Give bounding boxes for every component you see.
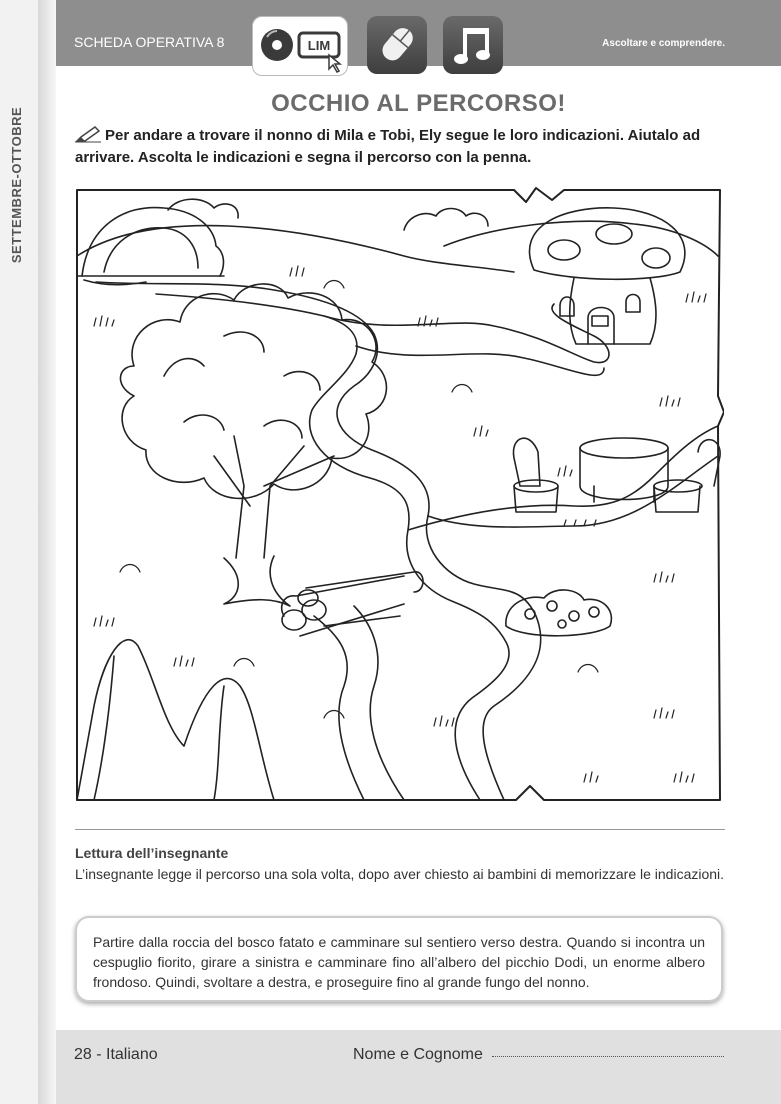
hill-right <box>444 221 718 256</box>
path-map-illustration <box>74 186 724 804</box>
teacher-reading-title: Lettura dell’insegnante <box>75 845 229 861</box>
cd-lim-icon[interactable] <box>252 16 348 76</box>
fairy-forest-rock <box>78 199 238 285</box>
name-field[interactable] <box>492 1056 724 1057</box>
bush-back <box>404 209 488 231</box>
mountains <box>77 640 274 800</box>
footer-bar <box>56 1030 781 1104</box>
sheet-title: SCHEDA OPERATIVA 8 <box>74 34 225 50</box>
side-label-text: SETTEMBRE-OTTOBRE <box>9 106 24 264</box>
logs <box>282 572 423 636</box>
lim-label: LIM <box>307 38 331 53</box>
pencil-icon <box>75 125 101 143</box>
teacher-reading-text: L’insegnante legge il percorso una sola volta, dopo aver chiesto ai bambini di memorizzare le indicazioni. <box>75 866 725 882</box>
page-title: OCCHIO AL PERCORSO! <box>271 90 566 117</box>
path <box>96 282 718 800</box>
hill-left <box>77 226 514 272</box>
reading-box-text: Partire dalla roccia del bosco fatato e camminare sul sentiero verso destra. Quando si incontra un cespuglio fiorito, girare a sinistra e camminare fino all’albero del picchio Dodi, un enorme albero frondoso. Quindi, svoltare a destra, e proseguire fino al grande fungo del nonno. <box>93 934 705 990</box>
instruction-text: Per andare a trovare il nonno di Mila e Tobi, Ely segue le loro indicazioni. Aiutalo ad arrivare. Ascolta le indicazioni e segna il percorso con la penna. <box>75 127 701 166</box>
side-label <box>6 100 28 270</box>
section-divider <box>75 829 725 830</box>
reading-box <box>75 916 723 1002</box>
sheet-subtitle: Ascoltare e comprendere. <box>602 38 725 49</box>
name-label: Nome e Cognome <box>353 1046 483 1063</box>
spine-shadow <box>38 0 56 1104</box>
computer-mouse-icon[interactable] <box>367 16 427 74</box>
big-tree <box>120 284 386 606</box>
music-note-icon[interactable] <box>443 16 503 74</box>
instruction <box>75 125 735 169</box>
page-number: 28 - Italiano <box>74 1046 158 1063</box>
